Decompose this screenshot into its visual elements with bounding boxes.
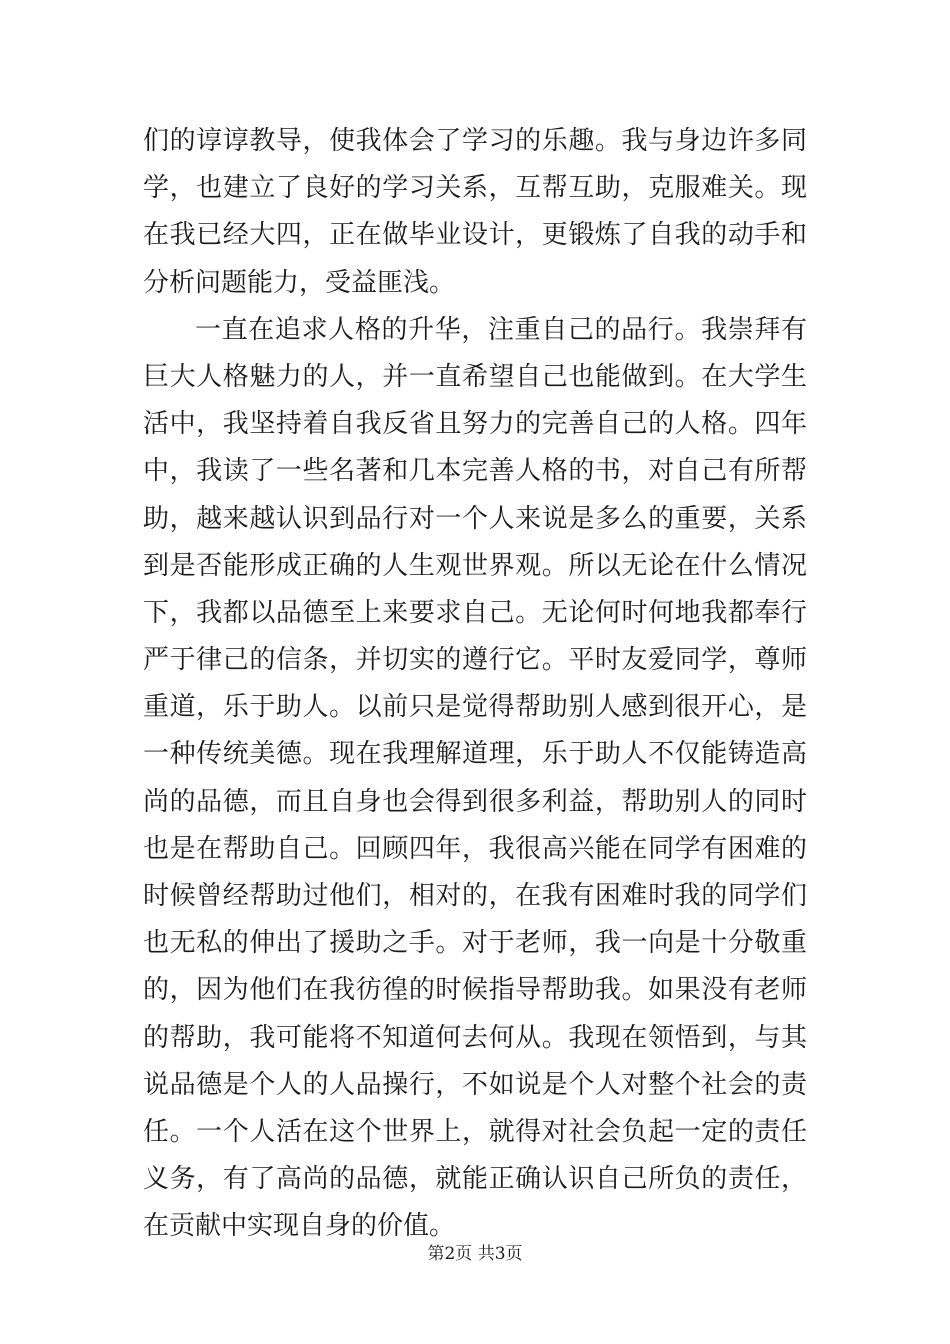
text-line: 尚的品德，而且自身也会得到很多利益，帮助别人的同时 — [143, 786, 807, 817]
text-line: 下，我都以品德至上来要求自己。无论何时何地我都奉行 — [143, 597, 807, 628]
text-line: 学，也建立了良好的学习关系，互帮互助，克服难关。现 — [143, 173, 807, 204]
text-line: 助，越来越认识到品行对一个人来说是多么的重要，关系 — [143, 503, 807, 534]
text-line: 的，因为他们在我彷徨的时候指导帮助我。如果没有老师 — [143, 975, 807, 1006]
text-line: 也是在帮助自己。回顾四年，我很高兴能在同学有困难的 — [143, 833, 807, 864]
text-line: 巨大人格魅力的人，并一直希望自己也能做到。在大学生 — [143, 361, 807, 392]
text-line: 时候曾经帮助过他们，相对的，在我有困难时我的同学们 — [143, 881, 807, 911]
text-line: 活中，我坚持着自我反省且努力的完善自己的人格。四年 — [143, 409, 807, 440]
page-number-footer: 第2页 共3页 — [427, 1244, 523, 1264]
text-line: 也无私的伸出了援助之手。对于老师，我一向是十分敬重 — [143, 928, 807, 959]
text-line: 在我已经大四，正在做毕业设计，更锻炼了自我的动手和 — [143, 220, 807, 251]
text-line: 重道，乐于助人。以前只是觉得帮助别人感到很开心，是 — [143, 692, 807, 723]
text-line: 的帮助，我可能将不知道何去何从。我现在领悟到，与其 — [143, 1022, 807, 1053]
text-line: 们的谆谆教导，使我体会了学习的乐趣。我与身边许多同 — [143, 126, 807, 156]
text-line: 中，我读了一些名著和几本完善人格的书，对自己有所帮 — [143, 456, 807, 487]
text-line: 分析问题能力，受益匪浅。 — [143, 267, 456, 298]
paragraph-1 — [143, 118, 807, 307]
document-body — [143, 118, 807, 1251]
text-line: 在贡献中实现自身的价值。 — [143, 1211, 456, 1242]
text-line: 说品德是个人的人品操行，不如说是个人对整个社会的责 — [143, 1069, 807, 1100]
text-line: 一种传统美德。现在我理解道理，乐于助人不仅能铸造高 — [143, 739, 807, 770]
text-line: 到是否能形成正确的人生观世界观。所以无论在什么情况 — [143, 550, 807, 581]
text-line: 一直在追求人格的升华，注重自己的品行。我崇拜有 — [195, 314, 807, 345]
text-line: 任。一个人活在这个世界上，就得对社会负起一定的责任 — [143, 1116, 807, 1147]
text-line: 严于律己的信条，并切实的遵行它。平时友爱同学，尊师 — [143, 645, 807, 676]
paragraph-2 — [143, 307, 807, 1251]
text-line: 义务，有了高尚的品德，就能正确认识自己所负的责任， — [143, 1164, 807, 1195]
